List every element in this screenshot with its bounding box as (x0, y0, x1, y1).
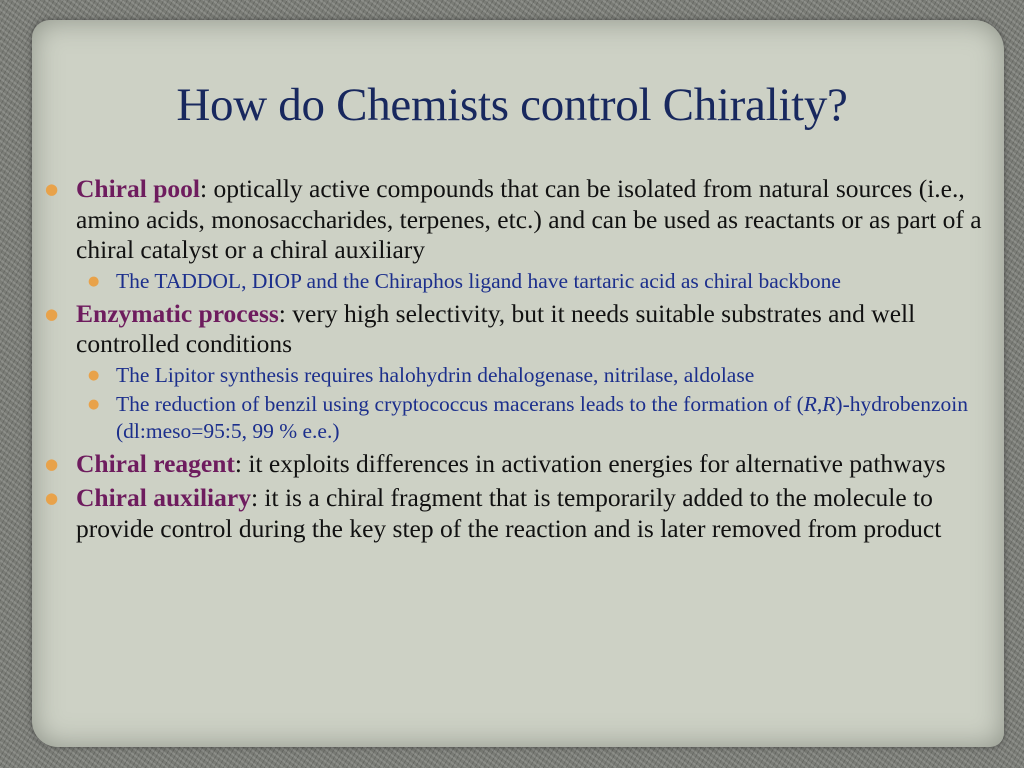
bullet-text: : it is a chiral fragment that is temporarily added to the molecule to provide control during the key step of the reaction and is later removed from product (76, 483, 942, 543)
bullet-dot-icon: ● (88, 273, 100, 289)
bullet-text: : it exploits differences in activation energies for alternative pathways (234, 448, 946, 478)
bullet-term: Chiral auxiliary (76, 483, 251, 512)
sub-bullet-item (76, 362, 984, 389)
bullet-dot-icon: ● (88, 396, 100, 412)
sub-bullet-item (76, 391, 984, 445)
sub-bullet-text-italic: R,R (803, 391, 836, 416)
sub-bullet-item (76, 268, 984, 295)
bullet-list (44, 174, 984, 544)
bullet-dot-icon: ● (45, 454, 59, 473)
bullet-term: Chiral pool (76, 174, 200, 203)
bullet-text: : optically active compounds that can be isolated from natural sources (i.e., amino acids, monosaccharides, terpenes, etc.) and can be used as reactants or as part of a chiral catalyst or a chiral auxiliary (76, 174, 982, 264)
bullet-dot-icon: ● (45, 304, 59, 323)
sub-bullet-text: The TADDOL, DIOP and the Chiraphos ligand have tartaric acid as chiral backbone (116, 268, 841, 293)
bullet-item-chiral-pool (44, 174, 984, 295)
sub-bullet-list (76, 362, 984, 445)
bullet-text: : very high selectivity, but it needs suitable substrates and well controlled conditions (76, 298, 916, 358)
bullet-dot-icon: ● (45, 180, 59, 198)
sub-bullet-list (76, 268, 984, 295)
sub-bullet-text-after: )-hydrobenzoin (dl:meso=95:5, 99 % e.e.) (116, 391, 968, 443)
bullet-dot-icon: ● (88, 367, 100, 383)
bullet-item-chiral-reagent (44, 449, 984, 480)
bullet-dot-icon: ● (45, 489, 59, 507)
sub-bullet-text: The Lipitor synthesis requires halohydrin dehalogenase, nitrilase, aldolase (116, 362, 755, 387)
bullet-item-enzymatic-process (44, 299, 984, 445)
bullet-term: Enzymatic process (76, 298, 279, 328)
sub-bullet-text-before: The reduction of benzil using cryptococcus macerans leads to the formation of ( (116, 391, 804, 416)
bullet-term: Chiral reagent (76, 448, 235, 478)
slide-title: How do Chemists control Chirality? (176, 79, 848, 131)
bullet-item-chiral-auxiliary (44, 483, 984, 544)
